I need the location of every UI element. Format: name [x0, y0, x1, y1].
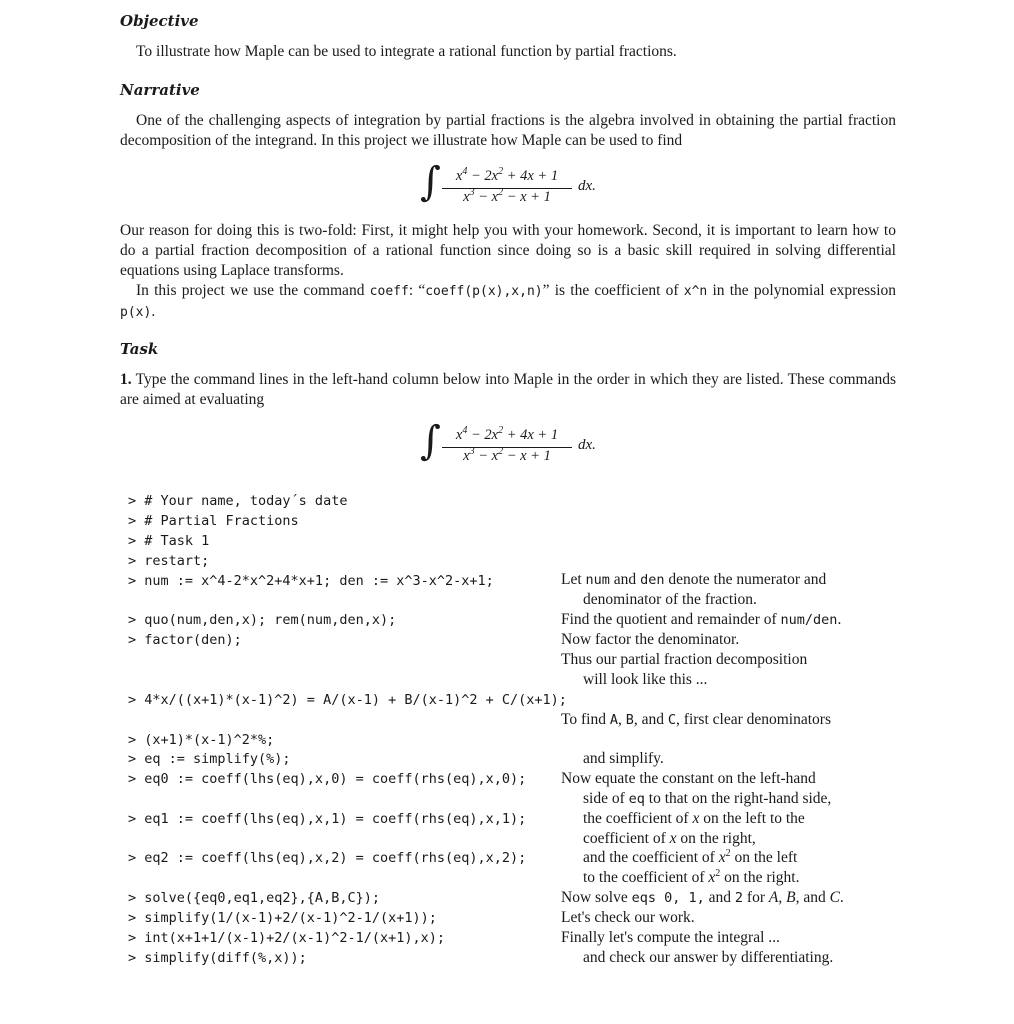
comment-line: Now factor the denominator.: [561, 631, 740, 648]
narrative-heading: Narrative: [120, 81, 200, 99]
command-line: > simplify(diff(%,x));: [128, 950, 307, 966]
integral-sign: ∫: [420, 159, 441, 205]
comment-line: side of eq to that on the right-hand side,: [583, 790, 832, 807]
comment-line: and simplify.: [583, 750, 664, 767]
command-line: > # Task 1: [128, 533, 210, 549]
command-line: > factor(den);: [128, 632, 242, 648]
command-line: > eq2 := coeff(lhs(eq),x,2) = coeff(rhs(eq),x,2);: [128, 850, 527, 866]
comment-line: and check our answer by differentiating.: [583, 949, 834, 966]
comment-line: Find the quotient and remainder of num/den.: [561, 611, 842, 628]
comment-line: To find A, B, and C, first clear denominators: [561, 711, 831, 728]
command-line: > solve({eq0,eq1,eq2},{A,B,C});: [128, 890, 380, 906]
command-line: > # Partial Fractions: [128, 513, 299, 529]
comment-line: Thus our partial fraction decomposition: [561, 651, 808, 668]
command-line: > num := x^4-2*x^2+4*x+1; den := x^3-x^2-x+1;: [128, 573, 494, 589]
comment-line: will look like this ...: [583, 671, 708, 688]
task-item-1: 1. Type the command lines in the left-hand column below into Maple in the order in which they are listed. These commands are aimed at evaluating: [120, 371, 896, 408]
comment-line: to the coefficient of $x^2$ on the right.: [583, 867, 800, 886]
comment-line: Let's check our work.: [561, 909, 695, 926]
comment-line: coefficient of x on the right,: [583, 830, 756, 847]
command-line: > simplify(1/(x-1)+2/(x-1)^2-1/(x+1));: [128, 910, 437, 926]
command-line: > eq := simplify(%);: [128, 751, 291, 767]
task-heading: Task: [120, 340, 159, 358]
command-line: > eq0 := coeff(lhs(eq),x,0) = coeff(rhs(eq),x,0);: [128, 771, 527, 787]
comment-line: Now solve eqs 0, 1, and 2 for A, B, and C.: [561, 889, 844, 906]
command-line: > eq1 := coeff(lhs(eq),x,1) = coeff(rhs(eq),x,1);: [128, 811, 527, 827]
narrative-paragraph-2: Our reason for doing this is two-fold: First, it might help you with your homework. Second, it is important to learn how to do a partial fraction decomposition of a rational function since doing so is a basic skill required in solving differential equations using Laplace transforms.: [120, 222, 896, 279]
comment-line: the coefficient of x on the left to the: [583, 810, 805, 827]
command-line: > int(x+1+1/(x-1)+2/(x-1)^2-1/(x+1),x);: [128, 930, 445, 946]
command-line: > # Your name, today´s date: [128, 493, 348, 509]
comment-line: denominator of the fraction.: [583, 591, 757, 608]
fraction-numerator: $x^4 - 2x^2 + 4x + 1$: [455, 166, 559, 184]
command-line: > (x+1)*(x-1)^2*%;: [128, 732, 275, 748]
fraction-numerator: $x^4 - 2x^2 + 4x + 1$: [455, 425, 559, 443]
fraction-denominator: $x^3 - x^2 - x + 1$: [463, 187, 551, 205]
integral-differential: dx.: [578, 178, 596, 194]
command-line: > restart;: [128, 553, 210, 569]
command-line: > quo(num,den,x); rem(num,den,x);: [128, 612, 397, 628]
integral-differential: dx.: [578, 437, 596, 453]
integral-sign: ∫: [420, 418, 441, 464]
objective-text: To illustrate how Maple can be used to integrate a rational function by partial fractions.: [136, 43, 677, 60]
fraction-denominator: $x^3 - x^2 - x + 1$: [463, 446, 551, 464]
fraction: [442, 168, 572, 209]
fraction: [442, 427, 572, 468]
comment-line: Finally let's compute the integral ...: [561, 929, 780, 946]
comment-line: Let num and den denote the numerator and: [561, 571, 827, 588]
comment-line: Now equate the constant on the left-hand: [561, 770, 816, 787]
narrative-paragraph-1: One of the challenging aspects of integration by partial fractions is the algebra involved in obtaining the partial fraction decomposition of the integrand. In this project we illustrate how Maple can be used to find: [120, 112, 896, 149]
objective-heading: Objective: [120, 12, 199, 30]
comment-line: and the coefficient of $x^2$ on the left: [583, 847, 798, 866]
command-line: > 4*x/((x+1)*(x-1)^2) = A/(x-1) + B/(x-1)^2 + C/(x+1);: [128, 692, 567, 708]
narrative-paragraph-3: In this project we use the command coeff: “coeff(p(x),x,n)” is the coefficient of x^n in the polynomial expression p(x).: [120, 282, 897, 320]
